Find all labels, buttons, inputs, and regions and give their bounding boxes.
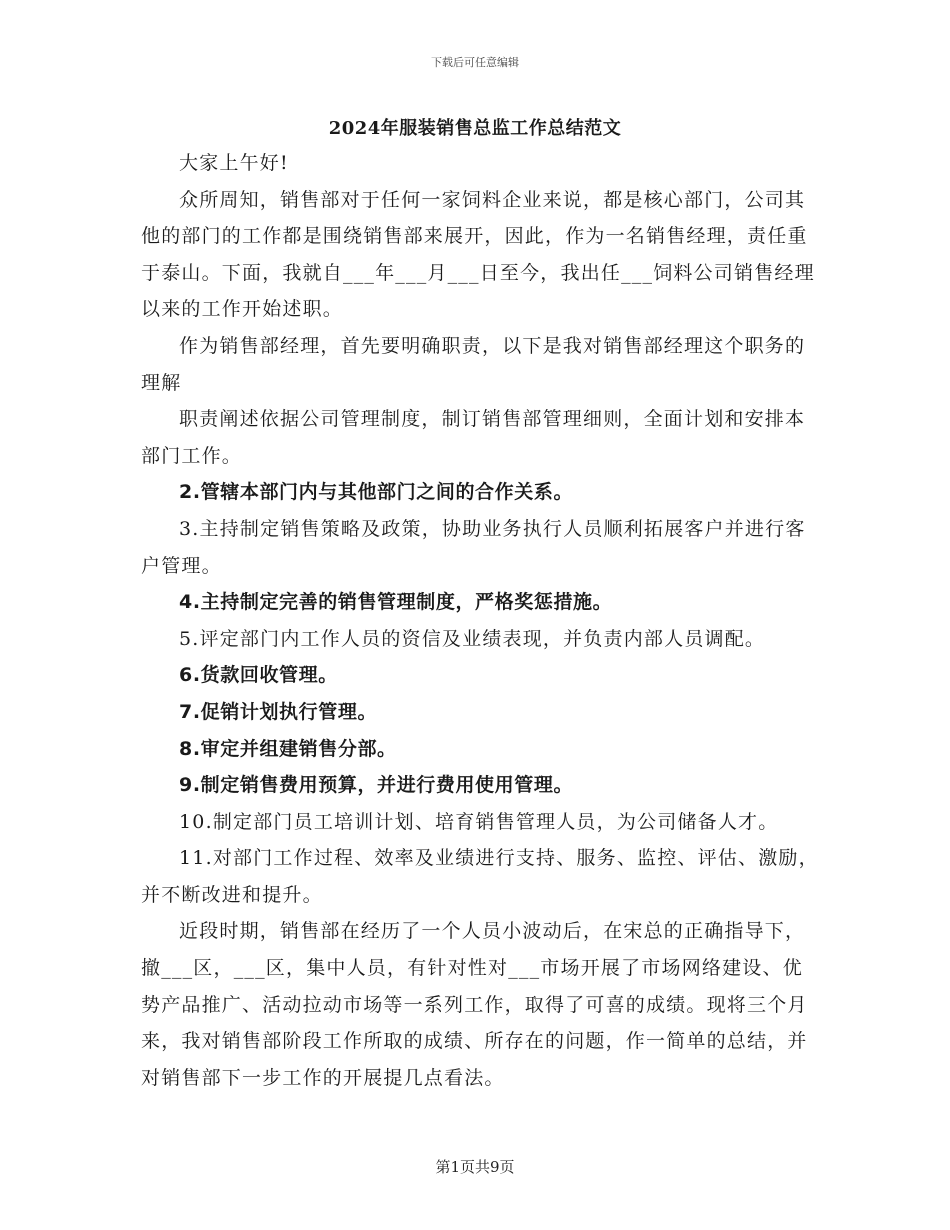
paragraph-duty-6: 6.货款回收管理。 bbox=[179, 664, 338, 687]
paragraph-duty-1: 职责阐述依据公司管理制度，制订销售部管理细则，全面计划和安排本部门工作。 bbox=[141, 408, 806, 467]
paragraph-duty-7: 7.促销计划执行管理。 bbox=[179, 700, 378, 723]
paragraph-duty-5: 5.评定部门内工作人员的资信及业绩表现，并负责内部人员调配。 bbox=[179, 627, 766, 650]
document-body bbox=[141, 145, 821, 1096]
paragraph-duty-11: 11.对部门工作过程、效率及业绩进行支持、服务、监控、评估、激励，并不断改进和提升。 bbox=[141, 847, 819, 906]
paragraph-duty-2: 2.管辖本部门内与其他部门之间的合作关系。 bbox=[179, 481, 574, 504]
paragraph-duty-4: 4.主持制定完善的销售管理制度，严格奖惩措施。 bbox=[179, 591, 613, 614]
paragraph-duty-10: 10.制定部门员工培训计划、培育销售管理人员，为公司储备人才。 bbox=[179, 810, 779, 833]
paragraph-duty-intro: 作为销售部经理，首先要明确职责，以下是我对销售部经理这个职务的理解 bbox=[141, 334, 806, 394]
paragraph-duty-3: 3.主持制定销售策略及政策，协助业务执行人员顺利拓展客户并进行客户管理。 bbox=[141, 517, 806, 577]
page-header-note: 下载后可任意编辑 bbox=[431, 56, 519, 69]
document-title: 2024年服装销售总监工作总结范文 bbox=[328, 118, 622, 139]
paragraph-intro: 众所周知，销售部对于任何一家饲料企业来说，都是核心部门，公司其他的部门的工作都是围绕销售部来展开，因此，作为一名销售经理，责任重于泰山。下面，我就自___年___月___日至今，我出任___饲料公司销售经理以来的工作开始述职。 bbox=[141, 188, 815, 321]
paragraph-greeting: 大家上午好! bbox=[179, 152, 289, 174]
paragraph-duty-9: 9.制定销售费用预算，并进行费用使用管理。 bbox=[179, 774, 574, 797]
paragraph-summary: 近段时期，销售部在经历了一个人员小波动后，在宋总的正确指导下，撤___区，___区，集中人员，有针对性对___市场开展了市场网络建设、优势产品推广、活动拉动市场等一系列工作，取得了可喜的成绩。现将三个月来，我对销售部阶段工作所取的成绩、所存在的问题，作一简单的总结，并对销售部下一步工作的开展提几点看法。 bbox=[141, 920, 808, 1089]
paragraph-duty-8: 8.审定并组建销售分部。 bbox=[179, 737, 397, 760]
page-footer-page-number: 第1页共9页 bbox=[435, 1158, 515, 1176]
